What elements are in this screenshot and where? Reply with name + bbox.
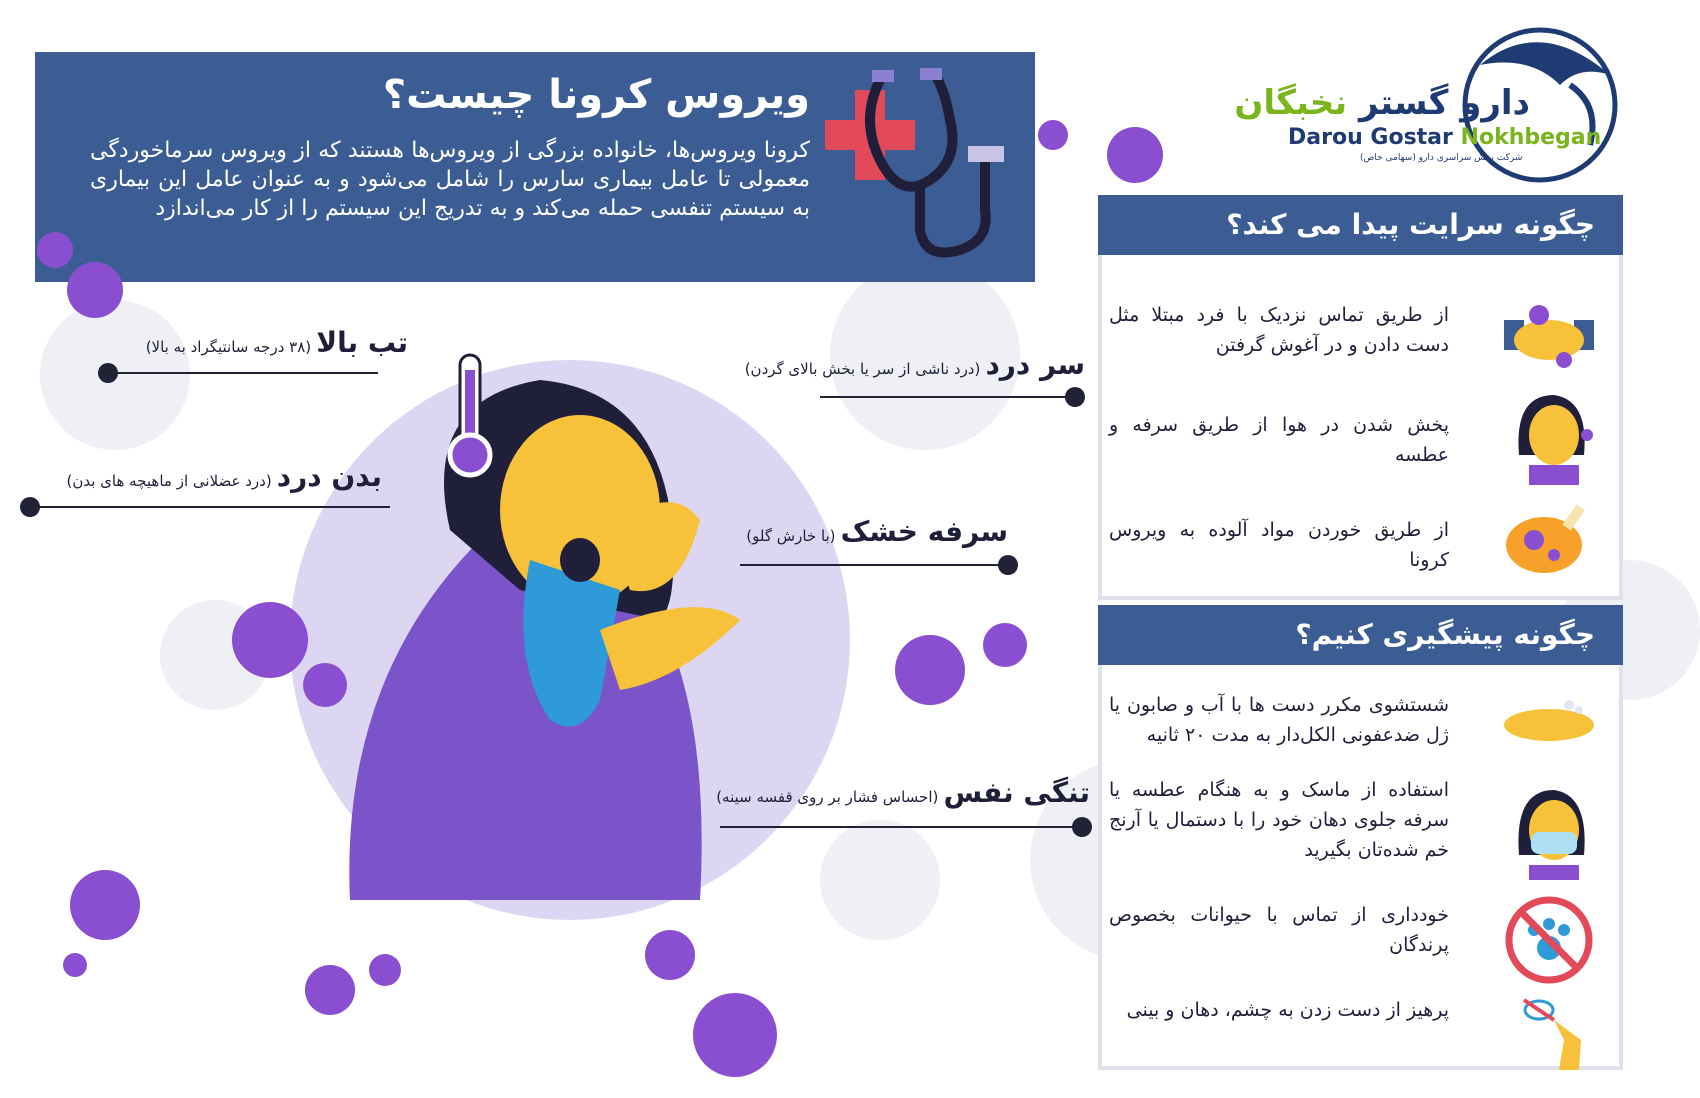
symptom-body-ache: بدن درد (درد عضلانی از ماهیچه های بدن) xyxy=(66,460,382,493)
list-item xyxy=(1102,775,1619,885)
transmission-text: پخش شدن در هوا از طریق سرفه و عطسه xyxy=(1109,414,1449,466)
virus-cluster-mid-left xyxy=(220,590,360,720)
sick-woman-illustration xyxy=(280,360,860,920)
transmission-text: از طریق تماس نزدیک با فرد مبتلا مثل دست دادن و در آغوش گرفتن xyxy=(1109,304,1449,356)
prevention-panel xyxy=(1098,665,1623,1070)
logo-persian-name: دارو گستر نخبگان xyxy=(1234,83,1530,123)
symptom-fever: تب بالا (۳۸ درجه سانتیگراد به بالا) xyxy=(145,326,408,359)
transmission-text: از طریق خوردن مواد آلوده به ویروس کرونا xyxy=(1109,519,1449,571)
prevention-text: خودداری از تماس با حیوانات بخصوص پرندگان xyxy=(1109,904,1449,956)
contaminated-food-icon xyxy=(1499,485,1599,585)
virus-cluster-bottom xyxy=(300,940,410,1030)
header-banner xyxy=(35,52,1035,282)
masked-person-icon xyxy=(1499,780,1599,880)
list-item xyxy=(1102,685,1619,765)
virus-cluster-top-right xyxy=(1035,115,1175,195)
virus-cluster-bottom-center xyxy=(640,925,780,1095)
transmission-panel xyxy=(1098,255,1623,600)
prevention-text: پرهیز از دست زدن به چشم، دهان و بینی xyxy=(1126,999,1449,1021)
leader-line xyxy=(108,372,378,374)
list-item xyxy=(1102,990,1619,1060)
list-item xyxy=(1102,895,1619,980)
no-face-touch-icon xyxy=(1499,980,1599,1080)
list-item xyxy=(1102,385,1619,485)
list-item xyxy=(1102,485,1619,585)
virus-cluster-bottom-left xyxy=(50,860,150,980)
thermometer-icon xyxy=(440,350,500,480)
transmission-heading: چگونه سرایت پیدا می کند؟ xyxy=(1098,195,1623,255)
symptom-dry-cough: سرفه خشک (با خارش گلو) xyxy=(746,515,1008,548)
leader-line xyxy=(720,826,1080,828)
leader-line xyxy=(30,506,390,508)
no-animals-icon xyxy=(1499,890,1599,990)
logo-subtitle: شرکت پخش سراسری دارو (سهامی خاص) xyxy=(1360,153,1523,163)
prevention-heading: چگونه پیشگیری کنیم؟ xyxy=(1098,605,1623,665)
header-description: کرونا ویروس‌ها، خانواده بزرگی از ویروس‌ها هستند که از ویروس سرماخوردگی معمولی تا عامل بیماری سارس را شامل می‌شود و به عنوان عامل این بیماری به سیستم تنفسی حمله می‌کند و به تدریج این سیستم را از کار می‌اندازد xyxy=(90,138,810,221)
handshake-icon xyxy=(1499,285,1599,385)
logo-english-name: Darou Gostar Nokhbegan xyxy=(1288,125,1602,150)
virus-cluster-right-mid xyxy=(890,620,1030,720)
list-item xyxy=(1102,285,1619,385)
prevention-text: استفاده از ماسک و به هنگام عطسه یا سرفه جلوی دهان خود را با دستمال یا آرنج خم شده‌تان بگیرید xyxy=(1109,779,1449,861)
page-title: ویروس کرونا چیست؟ xyxy=(382,72,810,118)
stethoscope-icon xyxy=(820,60,1020,260)
prevention-text: شستشوی مکرر دست ها با آب و صابون یا ژل ضدعفونی الکل‌دار به مدت ۲۰ ثانیه xyxy=(1109,694,1449,746)
symptom-shortness-of-breath: تنگی نفس (احساس فشار بر روی قفسه سینه) xyxy=(716,776,1090,809)
symptom-headache: سر درد (درد ناشی از سر یا بخش بالای گردن) xyxy=(744,348,1085,381)
sneezing-person-icon xyxy=(1499,385,1599,485)
leader-line xyxy=(820,396,1070,398)
leader-line xyxy=(740,564,1005,566)
hand-washing-icon xyxy=(1499,680,1599,780)
company-logo xyxy=(1234,25,1620,185)
virus-cluster-left xyxy=(30,225,130,335)
